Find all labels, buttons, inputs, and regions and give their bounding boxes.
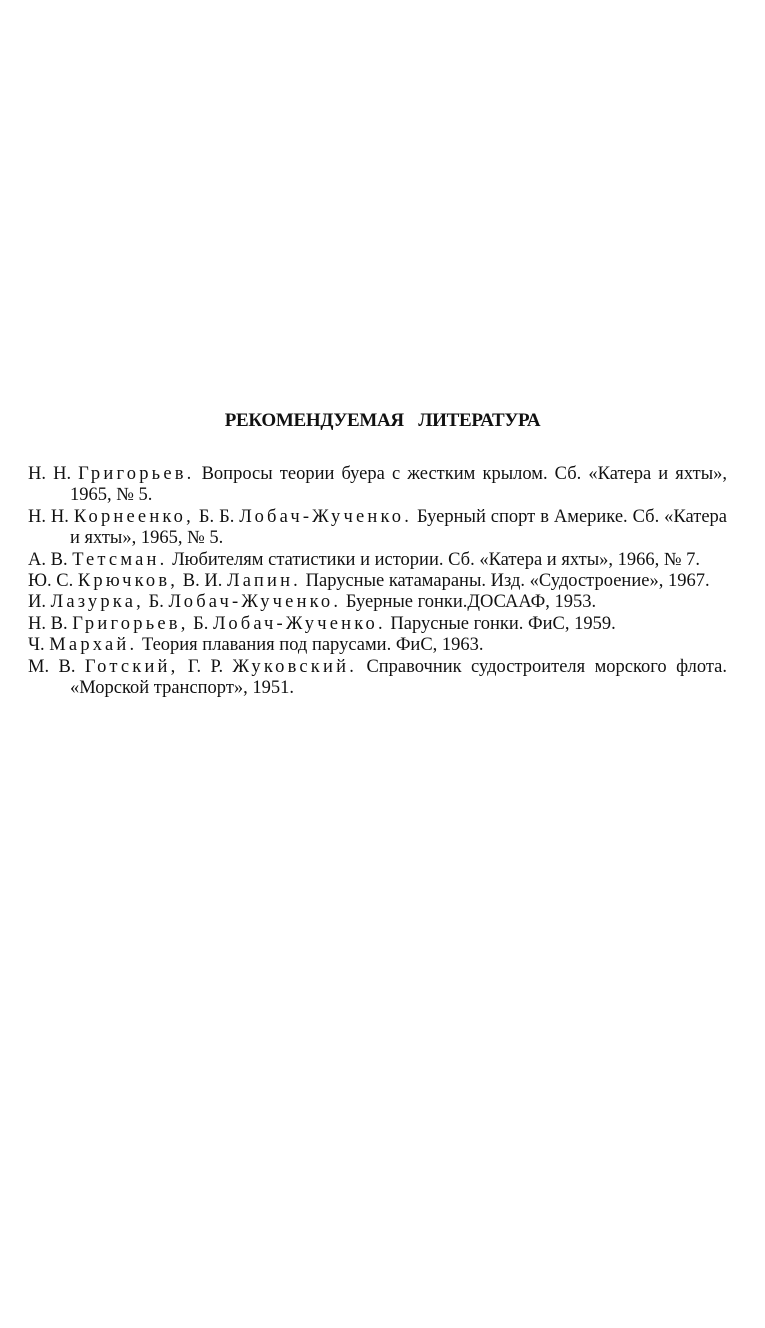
author-surname: Лобач-Жученко.	[239, 506, 413, 527]
reference-text: Н. Н.	[28, 464, 79, 484]
reference-list	[28, 464, 727, 699]
author-surname: Тетсман.	[72, 549, 168, 570]
reference-text: Б. Б.	[193, 506, 240, 527]
reference-entry	[28, 464, 727, 507]
author-surname: Григорьев,	[72, 613, 189, 634]
reference-text: Ч.	[28, 635, 50, 656]
reference-text: Буерные гонки.ДОСААФ, 1953.	[341, 592, 597, 613]
reference-text: Ю. С.	[28, 571, 78, 592]
author-surname: Жуковский.	[232, 656, 358, 677]
reference-text: В. И.	[178, 571, 227, 592]
reference-text: Б.	[143, 592, 169, 613]
reference-entry	[28, 635, 727, 656]
author-surname: Лобач-Жученко.	[213, 613, 386, 634]
author-surname: Крючков,	[77, 571, 179, 592]
reference-text: Парусные гонки. ФиС, 1959.	[385, 613, 616, 634]
section-title: РЕКОМЕНДУЕМАЯ ЛИТЕРАТУРА	[224, 410, 541, 431]
reference-text: Вопросы теории буера с жестким крылом. Сб. «Катера и яхты», 1965, № 5.	[70, 464, 727, 506]
reference-entry	[28, 614, 727, 635]
author-surname: Лобач-Жученко.	[168, 592, 342, 613]
author-surname: Лазурка,	[50, 592, 144, 613]
reference-text: И.	[28, 592, 51, 613]
author-surname: Корнеенко,	[73, 506, 194, 527]
reference-entry	[28, 592, 727, 613]
reference-entry	[28, 571, 727, 592]
reference-text: Буерный спорт в Америке. Сб. «Катера и яхты», 1965, № 5.	[70, 506, 728, 549]
author-surname: Григорьев.	[78, 464, 195, 484]
author-surname: Лапин.	[226, 571, 302, 592]
reference-text: Б.	[188, 613, 214, 634]
reference-text: Н. Н.	[28, 506, 74, 527]
reference-text: Парусные катамараны. Изд. «Судостроение», 1967.	[301, 571, 710, 592]
reference-text: Любителям статистики и истории. Сб. «Катера и яхты», 1966, № 7.	[167, 549, 701, 570]
reference-text: А. В.	[28, 549, 73, 570]
reference-text: Справочник судостроителя морского флота. «Морской транспорт», 1951.	[70, 656, 727, 699]
reference-entry	[28, 550, 727, 571]
author-surname: Мархай.	[49, 635, 138, 656]
reference-text: Теория плавания под парусами. ФиС, 1963.	[137, 635, 484, 656]
author-surname: Готский,	[84, 656, 179, 677]
reference-text: Г. Р.	[178, 656, 233, 677]
reference-text: М. В.	[28, 656, 85, 677]
reference-entry	[28, 657, 727, 700]
reference-entry	[28, 507, 727, 550]
reference-text: Н. В.	[28, 613, 73, 634]
